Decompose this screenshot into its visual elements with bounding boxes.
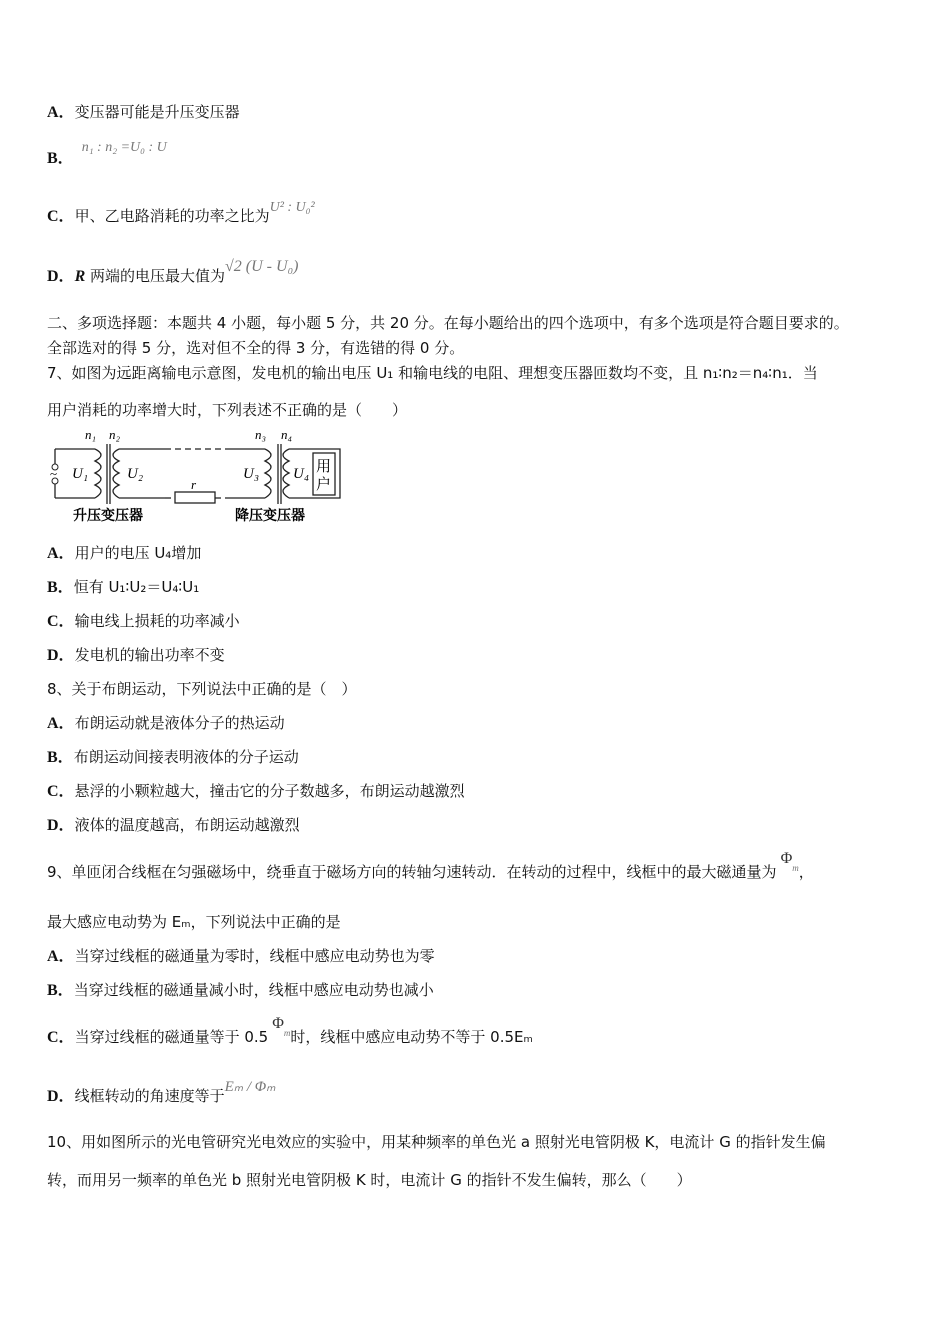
q6-option-a (47, 102, 240, 123)
label-u3: U₃ (243, 466, 260, 482)
formula: √2 (U - U₀) (225, 258, 299, 275)
q9-option-c (47, 1015, 533, 1049)
q7-stem-line2: 用户消耗的功率增大时，下列表述不正确的是（ ） (47, 401, 408, 419)
option-text: 输电线上损耗的功率减小 (74, 612, 240, 630)
option-text: 悬浮的小颗粒越大，撞击它的分子数越多，布朗运动越激烈 (74, 782, 465, 800)
option-label: A． (47, 545, 75, 562)
label-u1: U₁ (72, 466, 89, 482)
q8-option-b (47, 747, 299, 768)
option-label: B． (47, 579, 74, 596)
subscript-m: m (792, 863, 799, 873)
formula: Eₘ / Φₘ (224, 1079, 276, 1095)
q9-option-d (47, 1079, 276, 1107)
option-label: D． (47, 817, 75, 834)
option-text: 发电机的输出功率不变 (74, 646, 225, 664)
formula: n₁ : n₂ =U₀ : U (81, 140, 167, 155)
option-text: 两端的电压最大值为 (85, 267, 226, 285)
q6-option-c (47, 200, 315, 228)
q8-option-a (47, 713, 285, 734)
q9-option-a (47, 946, 435, 967)
option-label: D． (47, 268, 75, 285)
q9-stem-line2: 最大感应电动势为 Eₘ，下列说法中正确的是 (47, 913, 341, 931)
option-label: A． (47, 104, 75, 121)
option-text: 布朗运动间接表明液体的分子运动 (73, 748, 299, 766)
option-text: 用户的电压 U₄增加 (74, 544, 202, 562)
q7-stem-line1: 7、如图为远距离输电示意图，发电机的输出电压 U₁ 和输电线的电阻、理想变压器匝数均不变，且 n₁∶n₂＝n₄∶n₁．当 (47, 364, 818, 382)
option-text: 线框转动的角速度等于 (74, 1087, 225, 1105)
q6-option-d (47, 258, 299, 287)
phi-symbol: Φ (272, 1015, 284, 1032)
option-text: 甲、乙电路消耗的功率之比为 (74, 207, 270, 225)
label-n2: n₂ (109, 427, 121, 442)
q7-option-a (47, 543, 201, 564)
option-text: 当穿过线框的磁通量为零时，线框中感应电动势也为零 (74, 947, 435, 965)
label-u4: U₄ (293, 466, 310, 482)
label-n1: n₁ (85, 427, 97, 442)
option-text: 当穿过线框的磁通量等于 0.5 (74, 1028, 269, 1046)
user-label-2: 户 (316, 477, 332, 493)
label-n4: n₄ (281, 427, 293, 442)
section-heading: 二、多项选择题：本题共 4 小题，每小题 5 分，共 20 分。在每小题给出的四个选项中，有多个选项是符合题目要求的。 (47, 314, 849, 332)
label-u2: U₂ (127, 466, 144, 482)
option-text: 布朗运动就是液体分子的热运动 (74, 714, 285, 732)
comma: ， (798, 863, 814, 881)
q6-option-b (47, 140, 167, 170)
option-label: C． (47, 783, 75, 800)
option-label: C． (47, 613, 75, 630)
q10-stem-line1: 10、用如图所示的光电管研究光电效应的实验中，用某种频率的单色光 a 照射光电管阴极 K，电流计 G 的指针发生偏 (47, 1133, 826, 1151)
option-label: B． (47, 749, 74, 766)
option-text: 液体的温度越高，布朗运动越激烈 (74, 816, 300, 834)
q10-stem-line2: 转，而用另一频率的单色光 b 照射光电管阴极 K 时，电流计 G 的指针不发生偏转，那么（ ） (47, 1171, 692, 1189)
q9-option-b (47, 980, 434, 1001)
option-label: D． (47, 647, 75, 664)
q7-option-d (47, 645, 225, 666)
label-r: r (191, 477, 197, 492)
r-symbol: R (74, 268, 86, 285)
q8-option-c (47, 781, 465, 802)
option-label: C． (47, 208, 75, 225)
phi-symbol: Φ (780, 850, 793, 867)
formula: U² : U₀² (269, 200, 315, 215)
option-label: B． (47, 982, 74, 999)
section-instructions: 全部选对的得 5 分，选对但不全的得 3 分，有选错的得 0 分。 (47, 339, 465, 357)
step-down-label: 降压变压器 (235, 509, 305, 524)
transmission-diagram (45, 426, 345, 526)
q7-option-b (47, 577, 199, 598)
user-label-1: 用 (316, 459, 332, 475)
option-label: A． (47, 948, 75, 965)
option-text: 时，线框中感应电动势不等于 0.5Eₘ (290, 1028, 533, 1046)
stem-text: 9、单匝闭合线框在匀强磁场中，绕垂直于磁场方向的转轴匀速转动．在转动的过程中，线框中的最大磁通量为 (47, 863, 777, 881)
q7-option-c (47, 611, 240, 632)
option-text: 变压器可能是升压变压器 (74, 103, 240, 121)
q9-stem-line1 (47, 850, 814, 884)
option-text: 恒有 U₁∶U₂＝U₄∶U₁ (73, 578, 200, 596)
step-up-label: 升压变压器 (73, 509, 143, 524)
option-label: D． (47, 1088, 75, 1105)
option-label: A． (47, 715, 75, 732)
ac-symbol: ~ (50, 466, 58, 481)
q8-stem: 8、关于布朗运动，下列说法中正确的是（ ） (47, 680, 357, 698)
subscript-m: m (283, 1028, 291, 1038)
option-label: C． (47, 1029, 75, 1046)
option-label: B． (47, 150, 74, 167)
option-text: 当穿过线框的磁通量减小时，线框中感应电动势也减小 (73, 981, 434, 999)
label-n3: n₃ (255, 427, 267, 442)
q8-option-d (47, 815, 300, 836)
